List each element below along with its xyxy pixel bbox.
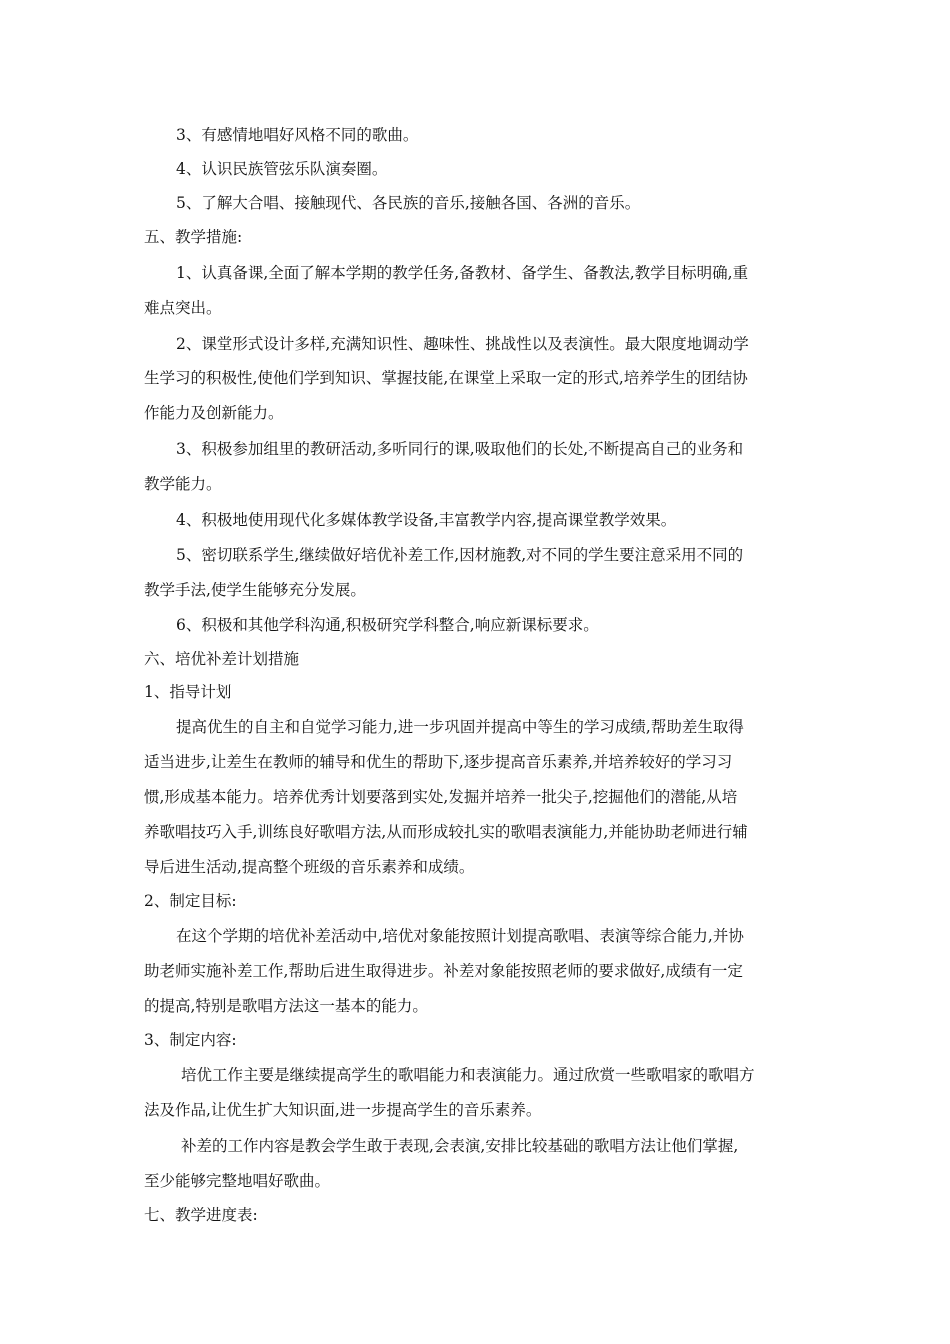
- list-item: 3、有感情地唱好风格不同的歌曲。: [176, 126, 419, 144]
- paragraph-line: 3、积极参加组里的教研活动,多听同行的课,吸取他们的长处,不断提高自己的业务和: [176, 440, 744, 458]
- paragraph-line: 1、认真备课,全面了解本学期的教学任务,备教材、备学生、备教法,教学目标明确,重: [176, 264, 749, 282]
- paragraph-line: 提高优生的自主和自觉学习能力,进一步巩固并提高中等生的学习成绩,帮助差生取得: [176, 718, 744, 736]
- subsection-heading: 2、制定目标:: [144, 892, 237, 910]
- paragraph-line: 6、积极和其他学科沟通,积极研究学科整合,响应新课标要求。: [176, 616, 599, 634]
- paragraph-line: 在这个学期的培优补差活动中,培优对象能按照计划提高歌唱、表演等综合能力,并协: [176, 927, 744, 945]
- paragraph-line: 法及作品,让优生扩大知识面,进一步提高学生的音乐素养。: [144, 1101, 542, 1119]
- paragraph-line: 适当进步,让差生在教师的辅导和优生的帮助下,逐步提高音乐素养,并培养较好的学习习: [144, 753, 733, 771]
- section-heading: 五、教学措施:: [144, 228, 243, 246]
- list-item: 4、认识民族管弦乐队演奏圈。: [176, 160, 388, 178]
- paragraph-line: 作能力及创新能力。: [144, 404, 284, 422]
- paragraph-line: 惯,形成基本能力。培养优秀计划要落到实处,发掘并培养一批尖子,挖掘他们的潜能,从培: [144, 788, 738, 806]
- paragraph-line: 的提高,特别是歌唱方法这一基本的能力。: [144, 997, 428, 1015]
- paragraph-line: 4、积极地使用现代化多媒体教学设备,丰富教学内容,提高课堂教学效果。: [176, 511, 677, 529]
- paragraph-line: 2、课堂形式设计多样,充满知识性、趣味性、挑战性以及表演性。最大限度地调动学: [176, 335, 749, 353]
- subsection-heading: 1、指导计划: [144, 683, 232, 701]
- list-item: 5、了解大合唱、接触现代、各民族的音乐,接触各国、各洲的音乐。: [176, 194, 641, 212]
- paragraph-line: 导后进生活动,提高整个班级的音乐素养和成绩。: [144, 858, 475, 876]
- paragraph-line: 教学手法,使学生能够充分发展。: [144, 581, 366, 599]
- subsection-heading: 3、制定内容:: [144, 1031, 237, 1049]
- paragraph-line: 至少能够完整地唱好歌曲。: [144, 1172, 331, 1190]
- paragraph-line: 5、密切联系学生,继续做好培优补差工作,因材施教,对不同的学生要注意采用不同的: [176, 546, 744, 564]
- paragraph-line: 生学习的积极性,使他们学到知识、掌握技能,在课堂上采取一定的形式,培养学生的团结协: [144, 369, 748, 387]
- paragraph-line: 难点突出。: [144, 299, 222, 317]
- paragraph-line: 培优工作主要是继续提高学生的歌唱能力和表演能力。通过欣赏一些歌唱家的歌唱方: [181, 1066, 755, 1084]
- paragraph-line: 教学能力。: [144, 475, 222, 493]
- section-heading: 七、教学进度表:: [144, 1206, 258, 1224]
- section-heading: 六、培优补差计划措施: [144, 650, 300, 668]
- paragraph-line: 助老师实施补差工作,帮助后进生取得进步。补差对象能按照老师的要求做好,成绩有一定: [144, 962, 743, 980]
- paragraph-line: 养歌唱技巧入手,训练良好歌唱方法,从而形成较扎实的歌唱表演能力,并能协助老师进行辅: [144, 823, 748, 841]
- paragraph-line: 补差的工作内容是教会学生敢于表现,会表演,安排比较基础的歌唱方法让他们掌握,: [181, 1137, 739, 1155]
